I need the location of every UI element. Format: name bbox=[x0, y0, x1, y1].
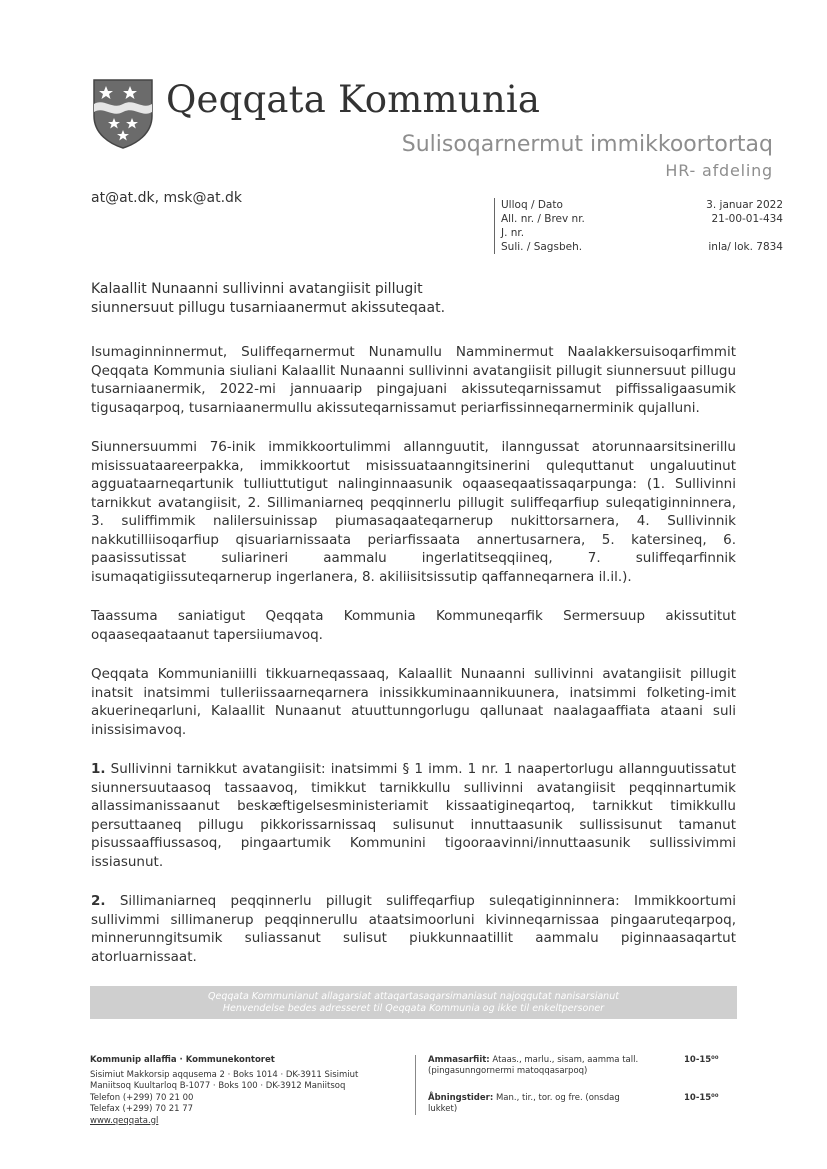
disclaimer-line: Qeqqata Kommunianut allagarsiat attaqartasaqarsimaniasut najoqqutat nanisarsianut bbox=[208, 990, 619, 1002]
meta-value: 3. januar 2022 bbox=[706, 199, 783, 211]
meta-label: Suli. / Sagsbeh. bbox=[501, 241, 583, 253]
paragraph: Taassuma saniatigut Qeqqata Kommunia Kommuneqarfik Sermersuup akissutitut oqaaseqaataanut tapersiiumavoq. bbox=[91, 608, 736, 643]
opening-hours-time: 10-15⁰⁰ bbox=[684, 1055, 719, 1065]
numbered-paragraph bbox=[91, 760, 736, 871]
footer-address-line: Maniitsoq Kuultarloq B-1077 · Boks 100 · DK-3912 Maniitsoq bbox=[90, 1081, 346, 1091]
opening-hours-row bbox=[428, 1055, 728, 1077]
opening-hours-row bbox=[428, 1093, 728, 1115]
subject-line: Kalaallit Nunaanni sullivinni avatangiisit pillugit bbox=[91, 281, 423, 297]
department-name: Sulisoqarnermut immikkoortortaq bbox=[401, 132, 773, 157]
letter-body bbox=[91, 343, 736, 987]
opening-hours-label: Ammasarfiit: bbox=[428, 1055, 490, 1065]
disclaimer-line: Henvendelse bedes adresseret til Qeqqata Kommunia og ikke til enkeltpersoner bbox=[222, 1002, 605, 1014]
disclaimer-band bbox=[90, 986, 737, 1019]
paragraph: Qeqqata Kommunianiilli tikkuarneqassaaq, Kalaallit Nunaanni sullivinni avatangiisit pillugit inatsit inatsimmi tulleriissaarneqarnera inissikkuminaannikuunera, inatsimmi folketing-imit akuerineqarluni, Kalaallit Nunaanut atuuttunngorlugu qallunaat naalagaaffiata ataani suli inissisimavoq. bbox=[91, 666, 736, 738]
footer-website-link[interactable]: www.qeqqata.gl bbox=[90, 1115, 159, 1126]
opening-hours-days: Man., tir., tor. og fre. (onsdag lukket) bbox=[428, 1093, 620, 1114]
footer-address-line: Sisimiut Makkorsip aqqusema 2 · Boks 1014 · DK-3911 Sisimiut bbox=[90, 1069, 359, 1080]
meta-row-date bbox=[501, 198, 783, 212]
letter-subject bbox=[91, 280, 491, 318]
meta-label: All. nr. / Brev nr. bbox=[501, 213, 585, 225]
footer-phone: Telefon (+299) 70 21 00 bbox=[90, 1092, 194, 1103]
paragraph: Siunnersuummi 76-inik immikkoortulimmi allannguutit, ilanngussat atorunnaarsitsinerillu misissuataareerpakka, immikkoortut misissuataanngitsinerini qulequttanut ungaluutinut agguataarneqartunik tulliuttutigut nalinginnaasunik oqaaseqaatissaqarpunga: (1. Sullivinni tarnikkut avatangiisit, 2. Sillimaniarneq peqqinnerlu pillugit suliffeqarfiup suleqatiginninnera, 3. suliffimmik nalilersuinissap piumasaqaateqarnerup nukittorsarnera, 4. Sullivinnik nakkutilliisoqarfiup qisuariarnissaata periarfissaata annertusarnera, 5. katersineq, 6. paasissutissat suliarineri aammalu ingerlatitseqqiineq, 7. suliffeqarfinnik isumaqatigiissuteqarnerup ingerlanera, 8. akiliisitsissutip qaffanneqarnera il.il.). bbox=[91, 439, 736, 585]
crest-logo bbox=[92, 78, 154, 150]
meta-row-journal-number bbox=[501, 226, 783, 240]
meta-row-letter-number bbox=[501, 212, 783, 226]
meta-value: 21-00-01-434 bbox=[711, 213, 783, 225]
opening-hours-days: Ataas., marlu., sisam, aamma tall. (pingasunngornermi matoqqasarpoq) bbox=[428, 1055, 639, 1076]
numbered-paragraph bbox=[91, 892, 736, 966]
reference-block bbox=[494, 198, 783, 254]
paragraph-text: Sullivinni tarnikkut avatangiisit: inatsimmi § 1 imm. 1 nr. 1 naapertorlugu allannguutissatut siunnersuutaasoq tassaavoq, timikkut tarnikkullu sullivinni avatangiisit peqqinnartumik allassimanissaanut beskæftigelsesministeriamit kissaatigineqartoq, tarnikkut timikkullu persuttaaneq pillugu pikkorissarnissaq sulisunut innuttaasunik sullissisunut tamanut pisussaaffiussasoq, pingaartumik Kommunini tigooraavinni/innuttaasunik sullissivimmi issiasunut. bbox=[91, 761, 736, 870]
subject-line: siunnersuut pillugu tusarniaanermut akissuteqaat. bbox=[91, 300, 446, 316]
paragraph-text: Sillimaniarneq peqqinnerlu pillugit suliffeqarfiup suleqatiginninnera: Immikkoortumi sullivimmi sillimanerup peqqinnerullu ataatsimoorluni kivinneqarnissaa pingaaruteqarpoq, minnerunngitsumik suliassanut sulisut piukkunnaatillit aammalu piginnaasaqartut atorluarnissaat. bbox=[91, 893, 736, 965]
meta-label: J. nr. bbox=[501, 227, 525, 239]
paragraph-number: 1. bbox=[91, 761, 106, 777]
paragraph: Isumaginninnermut, Suliffeqarnermut Nunamullu Namminermut Naalakkersuisoqarfimmit Qeqqata Kommunia siuliani Kalaallit Nunaanni sullivinni avatangiisit pillugit siunnersuut pillugu tusarniaanermik, 2022-mi jannuaarip pingajuani akissuteqarnissamut piffissaligaasumik tigusaqarpoq, tusarniaanermullu akissuteqarnissamut periarfissinneqarnerminik qujalluni. bbox=[91, 344, 736, 416]
paragraph-number: 2. bbox=[91, 893, 106, 909]
meta-label: Ulloq / Dato bbox=[501, 199, 563, 211]
department-subtitle: HR- afdeling bbox=[665, 161, 773, 180]
meta-row-case-officer bbox=[501, 240, 783, 254]
recipient-emails: at@at.dk, msk@at.dk bbox=[91, 190, 243, 206]
meta-value: inla/ lok. 7834 bbox=[708, 241, 783, 253]
opening-hours-label: Åbningstider: bbox=[428, 1093, 494, 1103]
footer-title: Kommunip allaffia · Kommunekontoret bbox=[90, 1055, 275, 1065]
footer-address bbox=[90, 1055, 390, 1127]
opening-hours-time: 10-15⁰⁰ bbox=[684, 1093, 719, 1103]
footer-opening-hours bbox=[415, 1055, 728, 1115]
footer-fax: Telefax (+299) 70 21 77 bbox=[90, 1104, 194, 1114]
organization-name: Qeqqata Kommunia bbox=[166, 78, 541, 121]
